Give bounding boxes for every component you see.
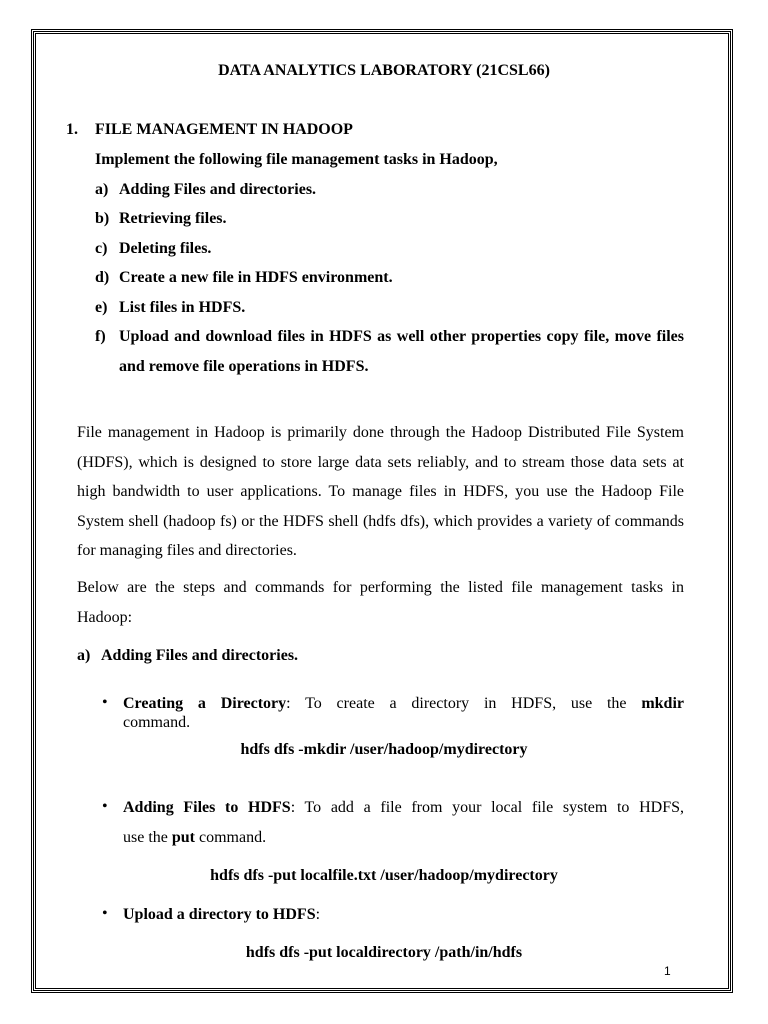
task-text: Deleting files. [119, 240, 212, 257]
bullet-bold: Adding Files to HDFS [123, 799, 291, 816]
bullet-text: : [315, 906, 321, 923]
section-intro: Implement the following file management tasks in Hadoop, [95, 151, 498, 168]
bullet-icon: • [102, 905, 108, 922]
bullet-text: command. [195, 829, 267, 846]
bullet-text: : To add a file from your local file system to HDFS, [290, 799, 684, 816]
task-text: Retrieving files. [119, 210, 227, 227]
task-label: f) [95, 328, 106, 345]
task-label: d) [95, 269, 110, 286]
task-text: Adding Files and directories. [119, 181, 317, 198]
command-line: hdfs dfs -put localdirectory /path/in/hdfs [245, 944, 523, 961]
command-keyword: put [171, 829, 195, 846]
subheading-label: a) [77, 647, 91, 664]
task-label: c) [95, 240, 108, 257]
bullet-bold: Creating a Directory [123, 695, 287, 712]
section-number: 1. [66, 121, 78, 138]
bullet-line: command. [123, 714, 191, 731]
page-number: 1 [664, 964, 671, 978]
command-line: hdfs dfs -put localfile.txt /user/hadoop/mydirectory [210, 867, 558, 884]
body-paragraph: Below are the steps and commands for performing the listed file management tasks in Hadoop: [77, 579, 684, 626]
subheading-text: Adding Files and directories. [101, 647, 299, 664]
section-heading: FILE MANAGEMENT IN HADOOP [95, 121, 353, 138]
task-text: Upload and download files in HDFS as well other properties copy file, move files and remove file operations in HDFS. [119, 328, 684, 375]
task-text: List files in HDFS. [119, 299, 246, 316]
bullet-line [123, 828, 266, 848]
document-title: DATA ANALYTICS LABORATORY (21CSL66) [218, 62, 550, 79]
task-text: Create a new file in HDFS environment. [119, 269, 393, 286]
command-keyword: mkdir [641, 695, 684, 712]
bullet-icon: • [102, 694, 108, 711]
bullet-text: use the [123, 829, 172, 846]
bullet-line [123, 694, 684, 714]
body-paragraph: File management in Hadoop is primarily done through the Hadoop Distributed File System (HDFS), which is designed to store large data sets reliably, and to stream those data sets at high bandwidth to user applications. To manage files in HDFS, you use the Hadoop File System shell (hadoop fs) or the HDFS shell (hdfs dfs), which provides a variety of commands for managing files and directories. [77, 424, 684, 559]
bullet-line [123, 798, 684, 818]
task-label: e) [95, 299, 108, 316]
bullet-line [123, 905, 320, 925]
bullet-text: : To create a directory in HDFS, use the [286, 695, 642, 712]
bullet-icon: • [102, 798, 108, 815]
task-label: b) [95, 210, 110, 227]
bullet-bold: Upload a directory to HDFS [123, 906, 316, 923]
task-label: a) [95, 181, 109, 198]
command-line: hdfs dfs -mkdir /user/hadoop/mydirectory [240, 741, 528, 758]
